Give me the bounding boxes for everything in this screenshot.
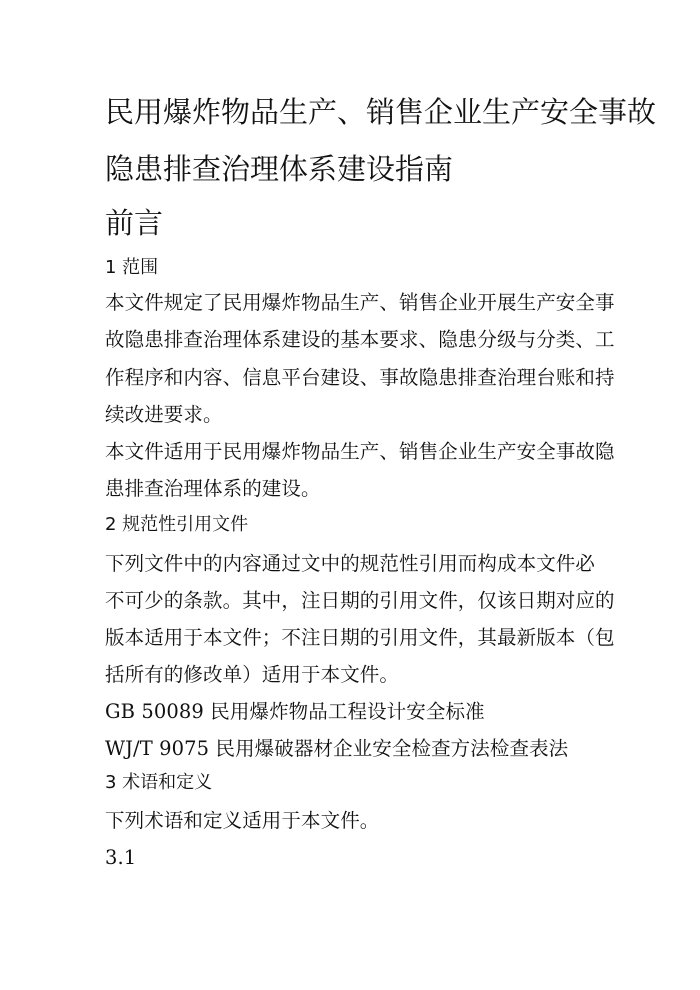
- section-1-heading: 1 范围: [105, 257, 159, 278]
- reference-name: 民用爆破器材企业安全检查方法检查表法: [215, 737, 569, 760]
- section-3-heading: 3 术语和定义: [105, 772, 213, 793]
- section-1-paragraph-2-line: 患排查治理体系的建设。: [105, 477, 321, 500]
- preface-heading: 前言: [105, 206, 164, 240]
- section-2-paragraph-line: 下列文件中的内容通过文中的规范性引用而构成本文件必: [105, 552, 596, 575]
- section-1-paragraph-1-line: 续改进要求。: [105, 403, 223, 426]
- section-2-paragraph-line: 不可少的条款。其中，注日期的引用文件，仅该日期对应的: [105, 589, 615, 612]
- section-1-paragraph-1-line: 本文件规定了民用爆炸物品生产、销售企业开展生产安全事: [105, 291, 615, 314]
- reference-item: [105, 739, 568, 759]
- reference-item: [105, 702, 485, 722]
- section-2-paragraph-line: 版本适用于本文件；不注日期的引用文件，其最新版本（包: [105, 626, 615, 649]
- reference-name: 民用爆炸物品工程设计安全标准: [210, 700, 485, 723]
- section-2-paragraph-line: 括所有的修改单）适用于本文件。: [105, 663, 400, 686]
- section-1-paragraph-2-line: 本文件适用于民用爆炸物品生产、销售企业生产安全事故隐: [105, 440, 615, 463]
- reference-code: WJ/T 9075: [105, 737, 210, 760]
- section-1-paragraph-1-line: 作程序和内容、信息平台建设、事故隐患排查治理台账和持: [105, 366, 615, 389]
- section-2-heading: 2 规范性引用文件: [105, 514, 249, 535]
- section-3-paragraph: 下列术语和定义适用于本文件。: [105, 809, 380, 832]
- document-title-line-1: 民用爆炸物品生产、销售企业生产安全事故: [105, 95, 657, 129]
- clause-number: 3.1: [105, 846, 137, 869]
- section-1-paragraph-1-line: 故隐患排查治理体系建设的基本要求、隐患分级与分类、工: [105, 328, 615, 351]
- reference-code: GB 50089: [105, 700, 204, 723]
- document-title-line-2: 隐患排查治理体系建设指南: [105, 152, 454, 186]
